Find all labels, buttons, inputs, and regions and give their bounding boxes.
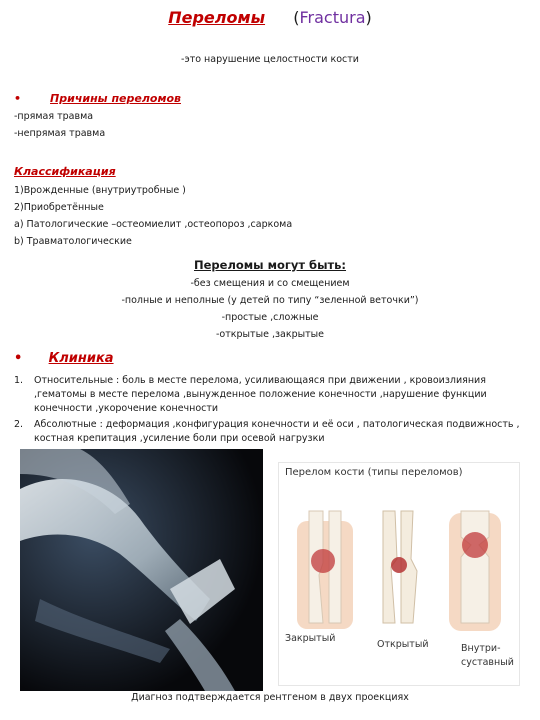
- text-line: костная крепитация ,усиление боли при осевой нагрузки: [34, 433, 325, 444]
- text-line: Относительные : боль в месте перелома, усиливающаяся при движении , кровоизлияния: [34, 375, 486, 386]
- bullet-icon: •: [14, 92, 22, 105]
- clinic-heading: Клиника: [48, 351, 114, 366]
- xray-illustration: [20, 449, 263, 691]
- list-item: -простые ,сложные: [221, 312, 319, 323]
- title-paren-close: ): [365, 8, 372, 27]
- list-item: -прямая травма: [14, 111, 94, 122]
- causes-heading-row: [14, 92, 181, 105]
- caption-closed: Закрытый: [285, 633, 336, 644]
- list-item: b) Травматологические: [14, 236, 132, 247]
- clinic-list: [14, 374, 534, 446]
- bullet-icon: •: [14, 351, 23, 366]
- figure-title: Перелом кости (типы переломов): [285, 467, 463, 478]
- bones-illustration: [279, 483, 519, 633]
- item-text: [34, 374, 487, 416]
- fracture-types-figure: [278, 462, 520, 686]
- types-list: [0, 275, 540, 343]
- item-number: 2.: [14, 419, 24, 430]
- page-title: [0, 8, 540, 27]
- list-item: 2)Приобретённые: [14, 202, 104, 213]
- types-heading: Переломы могут быть:: [193, 258, 347, 272]
- classification-list: [14, 182, 292, 250]
- list-item: -полные и неполные (у детей по типу “зеленной веточки”): [121, 295, 419, 306]
- classification-heading: Классификация: [14, 165, 116, 178]
- title-paren-open: (: [293, 8, 300, 27]
- list-item: -без смещения и со смещением: [190, 278, 350, 289]
- list-item: 1)Врожденные (внутриутробные ): [14, 185, 186, 196]
- caption-intra-2: суставный: [461, 657, 514, 668]
- causes-heading: Причины переломов: [50, 92, 181, 105]
- list-item: -непрямая травма: [14, 128, 106, 139]
- clinic-heading-row: [14, 351, 114, 366]
- causes-list: [14, 108, 105, 142]
- caption-intra-1: Внутри-: [461, 643, 501, 654]
- xray-image: [20, 449, 263, 691]
- list-item: [14, 418, 534, 446]
- text-line: конечности ,укорочение конечности: [34, 403, 219, 414]
- caption-open: Открытый: [377, 639, 429, 650]
- text-line: ,гематомы в месте перелома ,вынужденное положение конечности ,нарушение функции: [34, 389, 487, 400]
- footer-text: Диагноз подтверждается рентгеном в двух проекциях: [131, 692, 409, 703]
- list-item: a) Патологические –остеомиелит ,остеопороз ,саркома: [14, 219, 293, 230]
- item-text: [34, 418, 520, 446]
- title-main: Переломы: [168, 8, 266, 27]
- list-item: [14, 374, 534, 416]
- text-line: Абсолютные : деформация ,конфигурация конечности и её оси , патологическая подвижность ,: [34, 419, 520, 430]
- title-latin: Fractura: [299, 8, 366, 27]
- definition-text: -это нарушение целостности кости: [181, 54, 359, 65]
- list-item: -открытые ,закрытые: [216, 329, 324, 340]
- item-number: 1.: [14, 375, 24, 386]
